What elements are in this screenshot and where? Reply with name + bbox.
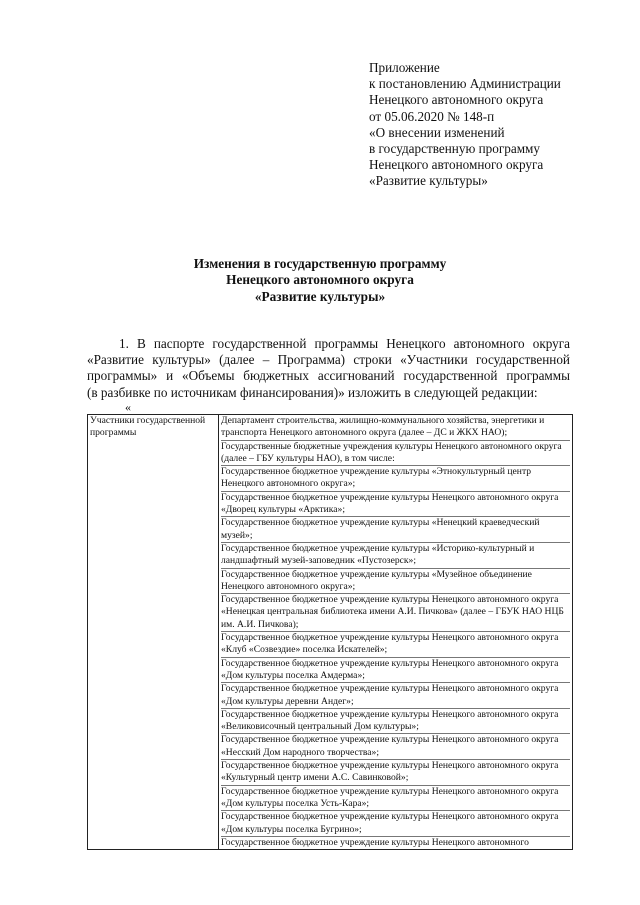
participant-entry: Государственное бюджетное учреждение культуры Ненецкого автономного — [221, 836, 529, 848]
participant-entry: Государственное бюджетное учреждение культуры Ненецкого автономного округа «Культурный центр имени А.С. Савинковой»; — [221, 760, 570, 786]
participant-entry: Государственное бюджетное учреждение культуры «Ненецкий краеведческий музей»; — [221, 517, 570, 543]
heading-line: Изменения в государственную программу — [193, 256, 447, 271]
appendix-line: Ненецкого автономного округа — [369, 92, 544, 108]
participant-entry: Государственное бюджетное учреждение культуры Ненецкого автономного округа «Несский Дом народного творчества»; — [221, 734, 570, 760]
participant-entry: Государственное бюджетное учреждение культуры Ненецкого автономного округа «Дом культуры поселка Бугрино»; — [221, 811, 570, 837]
paragraph-line: 1. В паспорте государственной программы Ненецкого автономного округа — [119, 336, 570, 351]
paragraph-line: (в разбивке по источникам финансирования)» изложить в следующей редакции: — [87, 384, 538, 400]
participant-entry: Государственное бюджетное учреждение культуры Ненецкого автономного округа «Ненецкая центральная библиотека имени А.И. Пичкова» (далее – ГБУК НАО НЦБ им. А.И. Пичкова); — [221, 594, 570, 632]
participants-table — [87, 414, 573, 850]
appendix-line: «О внесении изменений — [369, 124, 505, 140]
table-row — [88, 415, 573, 850]
paragraph-line: «Развитие культуры» (далее – Программа) строки «Участники государственной — [87, 352, 570, 368]
participant-entry: Государственное бюджетное учреждение культуры Ненецкого автономного округа «Дом культуры поселка Усть-Кара»; — [221, 786, 570, 812]
participant-entry: Государственное бюджетное учреждение культуры «Историко-культурный и ландшафтный музей-заповедник «Пустозерск»; — [221, 543, 570, 569]
document-heading — [120, 256, 520, 305]
participant-entry: Государственное бюджетное учреждение культуры Ненецкого автономного округа «Дом культуры деревни Андег»; — [221, 683, 570, 709]
participant-entry: Государственное бюджетное учреждение культуры Ненецкого автономного округа «Клуб «Созвездие» поселка Искателей»; — [221, 632, 570, 658]
appendix-line: Ненецкого автономного округа — [369, 157, 544, 173]
appendix-line: Приложение — [369, 60, 440, 75]
appendix-line: от 05.06.2020 № 148-п — [369, 108, 495, 124]
row-value-cell — [219, 415, 573, 850]
participant-entry: Государственное бюджетное учреждение культуры «Этнокультурный центр Ненецкого автономного округа»; — [221, 466, 570, 492]
heading-line: «Развитие культуры» — [254, 288, 386, 304]
participant-entry: Государственное бюджетное учреждение культуры «Музейное объединение Ненецкого автономного округа»; — [221, 569, 570, 595]
participant-entry: Государственное бюджетное учреждение культуры Ненецкого автономного округа «Дом культуры поселка Амдерма»; — [221, 658, 570, 684]
participant-entry: Государственное бюджетное учреждение культуры Ненецкого автономного округа «Великовисочный центральный Дом культуры»; — [221, 709, 570, 735]
appendix-block — [369, 60, 629, 190]
participant-entry: Государственное бюджетное учреждение культуры Ненецкого автономного округа «Дворец культуры «Арктика»; — [221, 492, 570, 518]
paragraph-line: программы» и «Объемы бюджетных ассигнований государственной программы — [87, 368, 570, 384]
heading-line: Ненецкого автономного округа — [226, 272, 414, 288]
appendix-line: «Развитие культуры» — [369, 173, 488, 189]
row-label-cell: Участники государственной программы — [88, 415, 219, 850]
opening-quote: « — [125, 400, 131, 414]
appendix-line: в государственную программу — [369, 141, 540, 157]
body-paragraph — [87, 336, 570, 401]
participant-entry: Государственные бюджетные учреждения культуры Ненецкого автономного округа (далее – ГБУ культуры НАО), в том числе: — [221, 441, 570, 467]
appendix-line: к постановлению Администрации — [369, 76, 561, 92]
participant-entry: Департамент строительства, жилищно-коммунального хозяйства, энергетики и транспорта Ненецкого автономного округа (далее – ДС и ЖКХ НАО); — [221, 415, 570, 441]
